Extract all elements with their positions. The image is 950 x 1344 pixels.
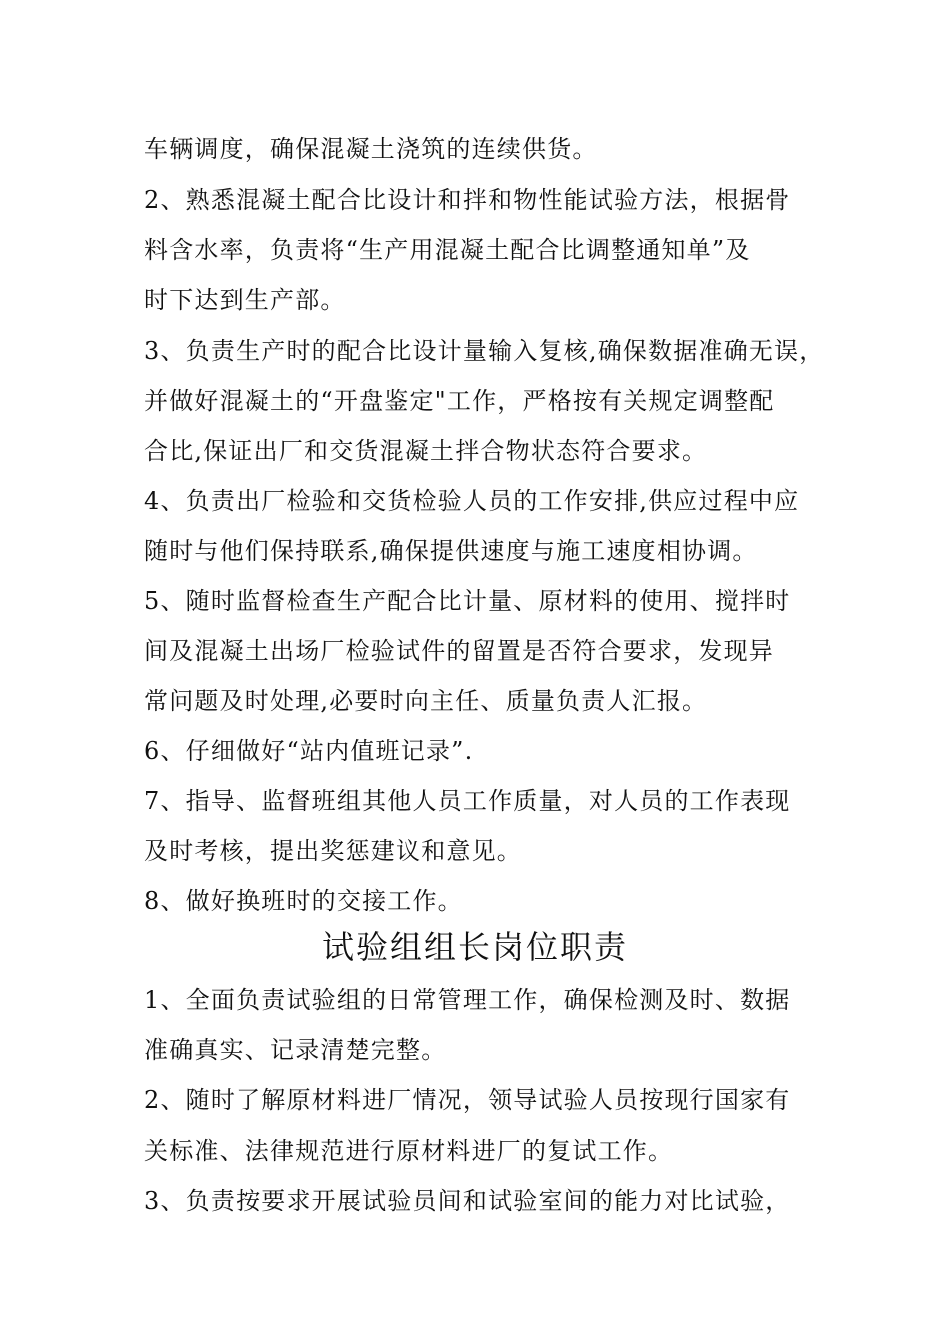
paragraph-line: 准确真实、记录清楚完整。 [144,1036,447,1064]
paragraph-line: 关标准、法律规范进行原材料进厂的复试工作。 [144,1137,674,1165]
paragraph-line: 8、做好换班时的交接工作。 [144,887,463,915]
paragraph-line: 4、负责出厂检验和交货检验人员的工作安排,供应过程中应 [144,487,800,515]
paragraph-line: 随时与他们保持联系,确保提供速度与施工速度相协调。 [144,537,758,565]
paragraph-line: 1、全面负责试验组的日常管理工作，确保检测及时、数据 [144,986,791,1014]
paragraph-line: 时下达到生产部。 [144,286,346,314]
paragraph-line: 料含水率，负责将“生产用混凝土配合比调整通知单”及 [144,236,751,264]
paragraph-line: 2、熟悉混凝土配合比设计和拌和物性能试验方法，根据骨 [144,186,791,214]
paragraph-line: 5、随时监督检查生产配合比计量、原材料的使用、搅拌时 [144,587,791,615]
section-heading: 试验组组长岗位职责 [321,928,628,966]
paragraph-line: 3、负责生产时的配合比设计量输入复核,确保数据准确无误， [144,337,825,365]
paragraph-line: 及时考核，提出奖惩建议和意见。 [144,837,522,865]
paragraph-line: 车辆调度，确保混凝土浇筑的连续供货。 [144,135,598,163]
paragraph-line: 常问题及时处理,必要时向主任、质量负责人汇报。 [144,687,708,715]
paragraph-line: 并做好混凝土的“开盘鉴定"工作，严格按有关规定调整配 [144,387,775,415]
paragraph-line: 间及混凝土出场厂检验试件的留置是否符合要求，发现异 [144,637,774,665]
paragraph-line: 7、指导、监督班组其他人员工作质量，对人员的工作表现 [144,787,791,815]
paragraph-line: 2、随时了解原材料进厂情况，领导试验人员按现行国家有 [144,1086,791,1114]
paragraph-line: 3、负责按要求开展试验员间和试验室间的能力对比试验， [144,1187,791,1215]
paragraph-line: 合比,保证出厂和交货混凝土拌合物状态符合要求。 [144,437,708,465]
paragraph-line: 6、仔细做好“站内值班记录”. [144,737,474,765]
